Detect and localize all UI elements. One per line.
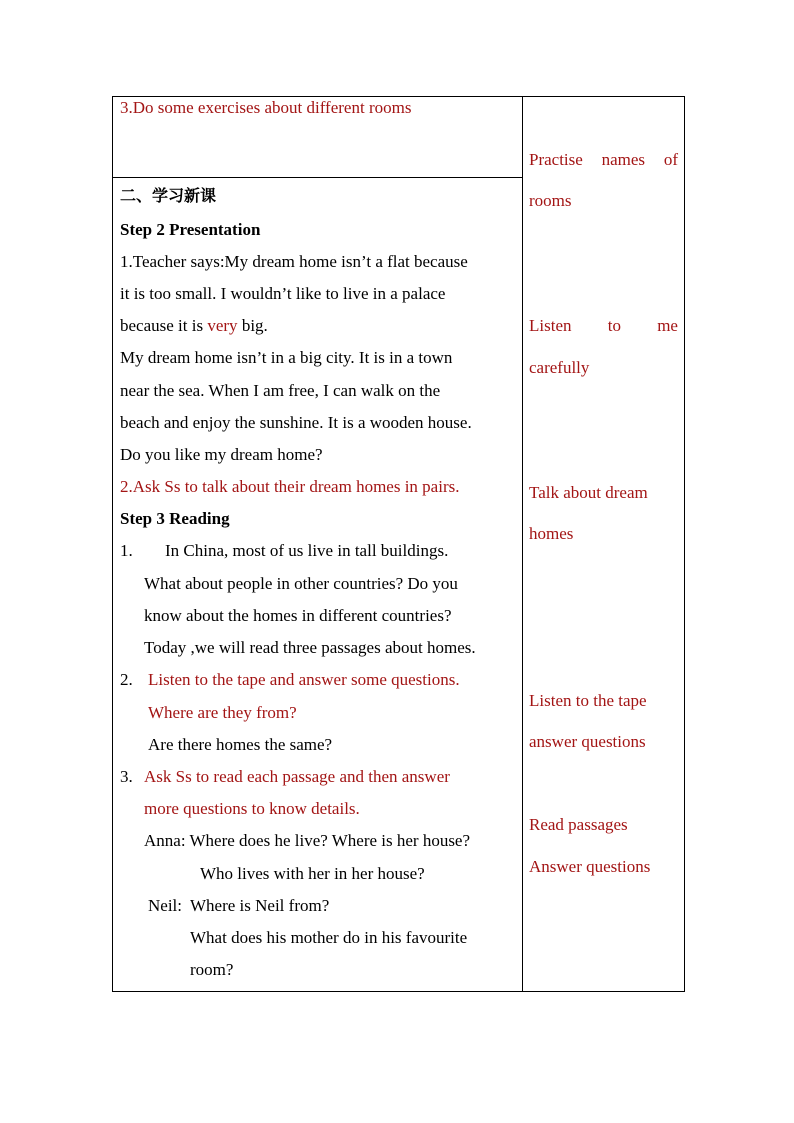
column-divider [522,97,523,991]
step2-text: big. [237,316,268,335]
reading-task: Listen to the tape and answer some questions. [148,670,460,689]
reading-line: What about people in other countries? Do you [144,574,458,593]
activity-word: of [663,150,678,169]
item-number: 3. [120,767,133,786]
anna-question: Who lives with her in her house? [200,864,425,883]
item-number: 1. [120,541,133,560]
step2-title: Step 2 Presentation [120,220,261,239]
step2-line: 1.Teacher says:My dream home isn’t a flat because [120,252,468,271]
reading-task: Where are they from? [148,703,297,722]
step2-line: near the sea. When I am free, I can walk on the [120,381,441,400]
activity-text: Answer questions [529,857,651,876]
neil-question: room? [190,960,234,979]
step2-line: My dream home isn’t in a big city. It is in a town [120,348,453,367]
step2-line: it is too small. I wouldn’t like to live in a palace [120,284,446,303]
activity-word: me [657,316,678,335]
reading-task: more questions to know details. [144,799,360,818]
reading-line: know about the homes in different countries? [144,606,452,625]
anna-question: Anna: Where does he live? Where is her house? [144,831,471,850]
activity-text: Listen to the tape [529,691,647,710]
step2-line: beach and enjoy the sunshine. It is a wooden house. [120,413,472,432]
activity-text: Read passages [529,815,628,834]
neil-label: Neil: [148,896,182,915]
reading-line: Today ,we will read three passages about homes. [144,638,476,657]
reading-task: Ask Ss to read each passage and then answer [144,767,450,786]
activity-text: homes [529,524,574,543]
step2-line [120,316,268,336]
activity-text: rooms [529,191,572,210]
neil-question: Where is Neil from? [190,896,330,915]
activity-text: carefully [529,358,590,377]
step2-line: Do you like my dream home? [120,445,323,464]
top-cell-text: 3.Do some exercises about different rooms [120,98,412,117]
activity-word: Practise [529,150,583,169]
activity-word: Listen [529,316,572,335]
activity-word: to [607,316,621,335]
row-divider [113,177,522,178]
step2-text: because it is [120,316,208,335]
step3-title: Step 3 Reading [120,509,230,528]
reading-question: Are there homes the same? [148,735,333,754]
reading-line: In China, most of us live in tall buildings. [165,541,449,560]
activity-practise [529,150,678,170]
section-heading: 二、学习新课 [120,186,217,205]
activity-text: answer questions [529,732,646,751]
activity-word: names [601,150,646,169]
activity-listen [529,316,678,336]
neil-question: What does his mother do in his favourite [190,928,468,947]
step2-task: 2.Ask Ss to talk about their dream homes in pairs. [120,477,460,496]
emphasis-word: very [207,316,238,335]
item-number: 2. [120,670,133,689]
activity-text: Talk about dream [529,483,648,502]
